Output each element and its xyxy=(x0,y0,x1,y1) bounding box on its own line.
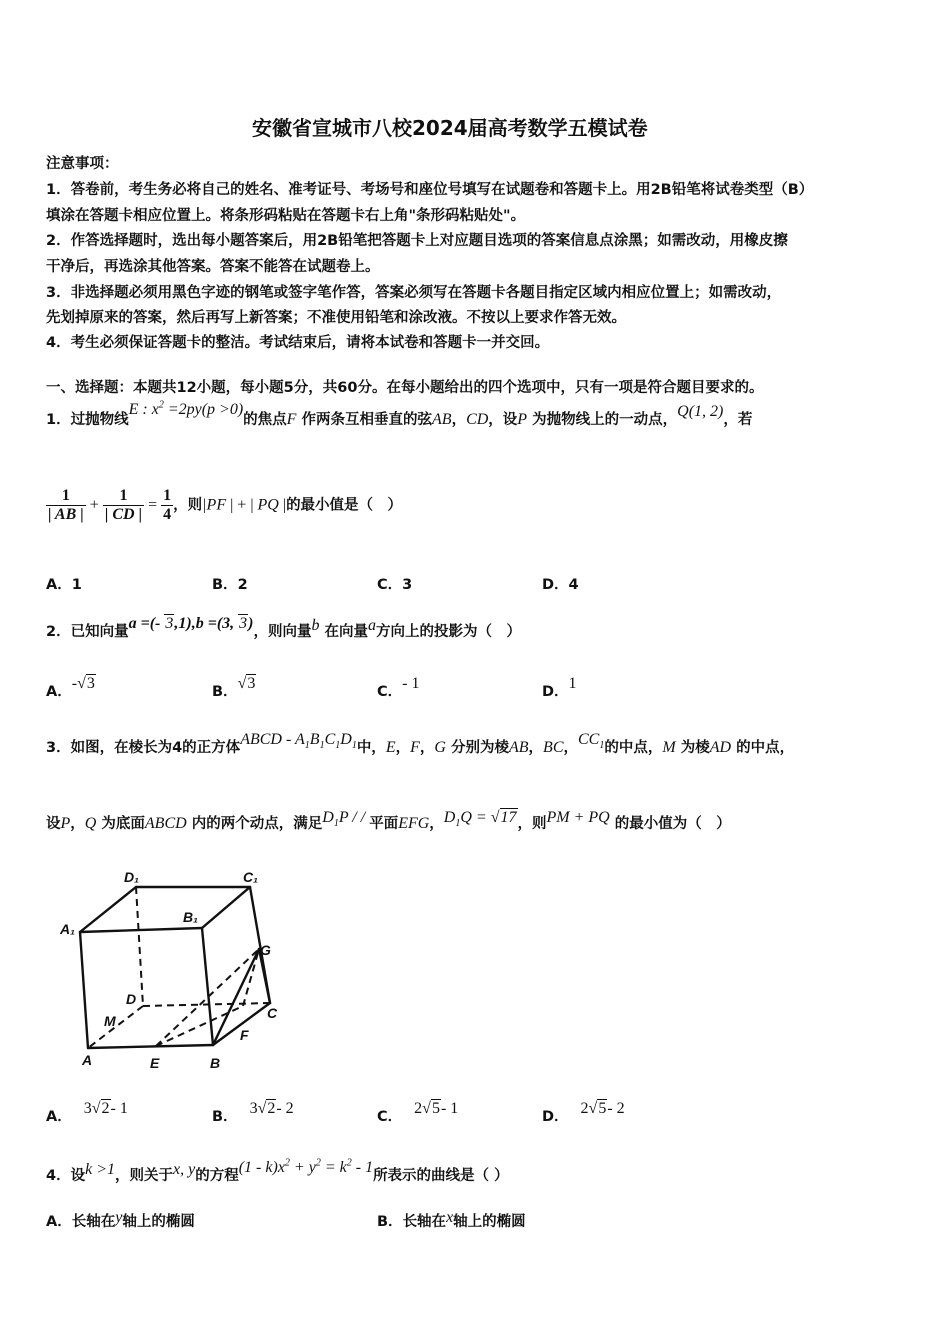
section-heading: 一、选择题：本题共12小题，每小题5分，共60分。在每小题给出的四个选项中，只有一项是符合题目要求的。 xyxy=(46,380,764,396)
label-a: A xyxy=(82,1052,93,1068)
notice-line: 干净后，再选涂其他答案。答案不能答在试题卷上。 xyxy=(46,259,380,275)
question-3-line-1: 3．如图，在棱长为4的正方体ABCD - $A_1B_1C_1D_1$中，E，F，G 分别为棱AB，BC，$CC_1$的中点，M 为棱AD 的中点， xyxy=(46,731,795,756)
choice-d[interactable]: D．4 xyxy=(542,577,579,593)
choice-b[interactable]: B．长轴在x轴上的椭圆 xyxy=(377,1209,526,1230)
label-g: G xyxy=(260,942,271,958)
choice-b[interactable]: B．2 xyxy=(212,577,248,593)
label-d: D xyxy=(126,991,137,1007)
question-4: 4．设k >1，则关于x, y的方程$(1 - k)x^2 + y^2 = k^2 - 1$所表示的曲线是（ ） xyxy=(46,1157,509,1184)
parabola-equation: E : $x^2 =2py(p >0)$ xyxy=(128,399,244,418)
label-b1: B₁ xyxy=(183,909,199,925)
question-3-line-2: 设P，Q 为底面ABCD 内的两个动点，满足$D_1P$ / / 平面EFG，$D_1Q = √17$，则PM + PQ 的最小值为（ ） xyxy=(46,809,731,832)
label-d1: D₁ xyxy=(124,869,140,885)
choice-a[interactable]: A． 3√2- 1 xyxy=(46,1100,128,1125)
notice-line: 3．非选择题必须用黑色字迹的钢笔或签字笔作答，答案必须写在答题卡各题目指定区域内相应位置上；如需改动， xyxy=(46,285,782,301)
choice-b[interactable]: B． 3√2- 2 xyxy=(212,1100,294,1125)
choice-d[interactable]: D．1 xyxy=(542,675,577,700)
fraction-quarter: $\frac{1}{4}$ xyxy=(163,487,172,523)
notice-line: 4．考生必须保证答题卡的整洁。考试结束后，请将本试卷和答题卡一并交回。 xyxy=(46,335,550,351)
question-2: 2．已知向量a =(- 3,1),b =(3, 3)，则向量b 在向量a方向上的投影为（ ） xyxy=(46,615,522,640)
choice-a[interactable]: A．1 xyxy=(46,577,82,593)
vector-definition: a =(- 3,1),b =(3, 3) xyxy=(128,615,254,632)
choice-c[interactable]: C． 2√5- 1 xyxy=(377,1100,459,1125)
notice-line: 1．答卷前，考生务必将自己的姓名、准考证号、考场号和座位号填写在试题卷和答题卡上。用2B铅笔将试卷类型（B） xyxy=(46,182,814,198)
notice-line: 先划掉原来的答案，然后再写上新答案；不准使用铅笔和涂改液。不按以上要求作答无效。 xyxy=(46,310,626,326)
label-c1: C₁ xyxy=(243,869,259,885)
question-1-line-2: $\frac{1}{| AB |}$ + $\frac{1}{| CD |}$ = $\frac{1}{4}$ ，则|PF | + | PQ |的最小值是（ ） xyxy=(48,487,403,523)
notice-line: 2．作答选择题时，选出每小题答案后，用2B铅笔把答题卡上对应题目选项的答案信息点涂黑；如需改动，用橡皮擦 xyxy=(46,233,788,249)
fraction-cd: $\frac{1}{| CD |}$ xyxy=(104,487,143,523)
choice-c[interactable]: C．3 xyxy=(377,577,413,593)
label-a1: A₁ xyxy=(60,921,76,937)
choice-a[interactable]: A．-√3 xyxy=(46,675,95,700)
choice-b[interactable]: B．√3 xyxy=(212,675,256,700)
notice-heading: 注意事项： xyxy=(46,156,119,172)
label-m: M xyxy=(104,1013,116,1029)
label-e: E xyxy=(150,1055,160,1071)
fraction-ab: $\frac{1}{| AB |}$ xyxy=(48,487,84,523)
label-f: F xyxy=(240,1027,249,1043)
choice-d[interactable]: D． 2√5- 2 xyxy=(542,1100,625,1125)
label-b: B xyxy=(210,1055,221,1071)
cube-figure xyxy=(60,868,290,1073)
notice-line: 填涂在答题卡相应位置上。将条形码粘贴在答题卡右上角"条形码粘贴处"。 xyxy=(46,208,526,224)
choice-c[interactable]: C．- 1 xyxy=(377,675,420,700)
choice-a[interactable]: A．长轴在y轴上的椭圆 xyxy=(46,1209,195,1230)
question-1-line-1: 1．过抛物线E : $x^2 =2py(p >0)$的焦点F 作两条互相垂直的弦AB，CD，设P 为抛物线上的一动点，Q(1, 2)，若 xyxy=(46,399,753,428)
page-title: 安徽省宣城市八校2024届高考数学五模试卷 xyxy=(252,116,648,140)
label-c: C xyxy=(267,1005,278,1021)
